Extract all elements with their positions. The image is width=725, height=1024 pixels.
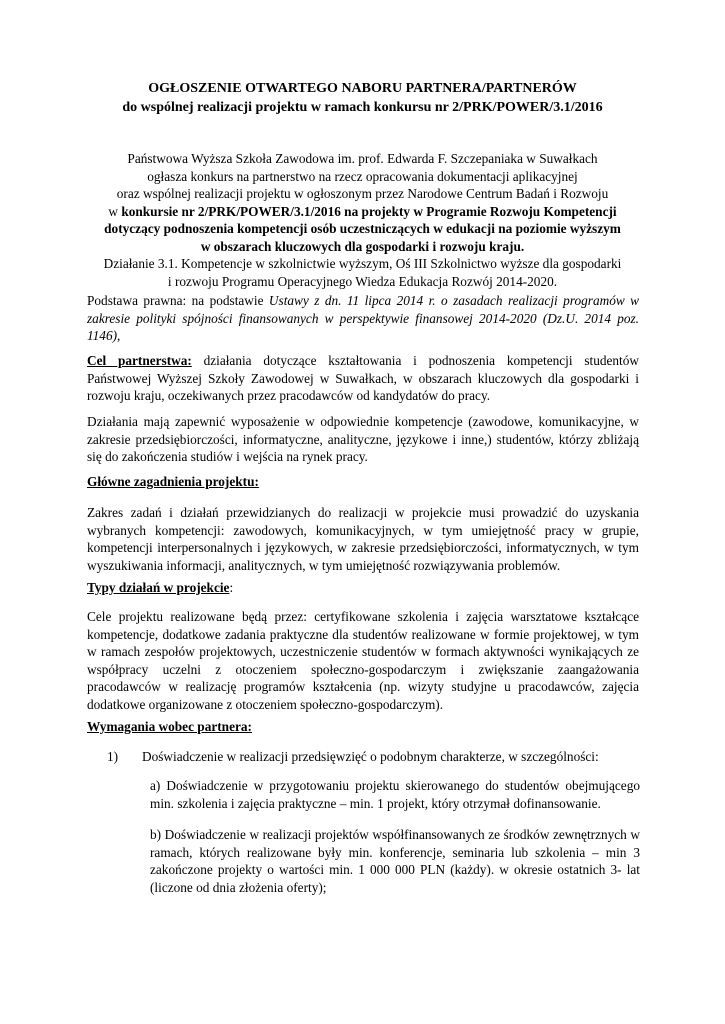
- intro-line-2: ogłasza konkurs na partnerstwo na rzecz opracowania dokumentacji aplikacyjnej: [147, 168, 578, 184]
- intro-line-6: w obszarach kluczowych dla gospodarki i rozwoju kraju.: [200, 238, 525, 254]
- intro-line-8: i rozwoju Programu Operacyjnego Wiedza Edukacja Rozwój 2014-2020.: [167, 273, 558, 289]
- intro-line-1: Państwowa Wyższa Szkoła Zawodowa im. prof. Edwarda F. Szczepaniaka w Suwałkach: [127, 151, 598, 166]
- intro-line-4: [60, 203, 665, 221]
- main-issues-heading: Główne zagadnienia projektu:: [87, 474, 259, 489]
- requirements-heading: Wymagania wobec partnera:: [87, 719, 252, 734]
- action-types-paragraph: Cele projektu realizowane będą przez: certyfikowane szkolenia i zajęcia warsztatowe kształcące kompetencje, dodatkowe zadania praktyczne dla studentów realizowane w formie projektowej, w tym w ramach zespołów projektowych, uczestniczenie studentów w formach aktywności wynikających ze współpracy uczelni z otoczeniem społeczno-gospodarczym i zwiększanie zaangażowania pracodawców w realizację programów kształcenia (np. wizyty studyjne u pracodawców, zajęcia dodatkowe organizowane z otoczeniem społeczno-gospodarczym).: [87, 609, 639, 712]
- intro-block: [60, 150, 665, 290]
- partnership-goal-text: działania dotyczące kształtowania i podnoszenia kompetencji studentów Państwowej Wyższej Szkoły Zawodowej w Suwałkach, w obszarach kluczowych dla gospodarki i rozwoju kraju, oczekiwanych przez pracodawców od kandydatów do pracy.: [87, 353, 639, 403]
- legal-basis-suffix: ,: [117, 328, 121, 343]
- legal-basis-paragraph: [87, 292, 639, 345]
- legal-basis-act: Ustawy z dn. 11 lipca 2014 r. o zasadach realizacji programów w zakresie polityki spójności finansowanych w perspektywie finansowej 2014-2020 (Dz.U. 2014 poz. 1146): [87, 293, 639, 343]
- requirement-1-sub-b: b) Doświadczenie w realizacji projektów współfinansowanych ze środków zewnętrznych w ramach, których realizowane były min. konferencje, seminaria lub szkolenia – min 3 zakończone projekty o wartości min. 1 000 000 PLN (każdy). w okresie ostatnich 3- lat (liczone od dnia złożenia oferty);: [150, 827, 640, 895]
- intro-line-4-bold: konkursie nr 2/PRK/POWER/3.1/2016 na projekty w Programie Rozwoju Kompetencji: [121, 203, 617, 219]
- requirement-1-text: Doświadczenie w realizacji przedsięwzięć o podobnym charakterze, w szczególności:: [142, 749, 599, 764]
- title-line-1: OGŁOSZENIE OTWARTEGO NABORU PARTNERA/PARTNERÓW: [148, 81, 577, 96]
- partnership-goal-label: Cel partnerstwa:: [87, 353, 192, 368]
- title-line-2: do wspólnej realizacji projektu w ramach konkursu nr 2/PRK/POWER/3.1/2016: [122, 100, 603, 115]
- legal-basis-prefix: Podstawa prawna: na podstawie: [87, 293, 269, 308]
- main-issues-paragraph: Zakres zadań i działań przewidzianych do realizacji w projekcie musi prowadzić do uzyskania wybranych kompetencji: zawodowych, komunikacyjnych, w tym umiejętność pracy w grupie, kompetencji interpersonalnych i językowych, w zakresie przedsiębiorczości, informatycznych, w tym wyszukiwania informacji, analitycznych, w tym umiejętność rozwiązywania problemów.: [87, 505, 639, 573]
- intro-line-4-plain: w: [108, 203, 122, 219]
- intro-line-5: dotyczący podnoszenia kompetencji osób uczestniczących w edukacji na poziomie wyższym: [104, 221, 621, 236]
- requirement-1-number: 1): [107, 749, 119, 764]
- intro-line-7: Działanie 3.1. Kompetencje w szkolnictwie wyższym, Oś III Szkolnictwo wyższe dla gospodarki: [103, 256, 622, 271]
- action-types-heading-text: Typy działań w projekcie: [87, 580, 230, 595]
- partnership-goal-paragraph: [87, 352, 639, 405]
- requirement-1-sub-a: a) Doświadczenie w przygotowaniu projektu skierowanego do studentów obejmującego min. szkolenia i zajęcia praktyczne – min. 1 projekt, który otrzymał dofinansowanie.: [150, 778, 640, 811]
- action-types-heading-colon: :: [229, 580, 234, 595]
- intro-line-3: oraz wspólnej realizacji projektu w ogłoszonym przez Narodowe Centrum Badań i Rozwoju: [116, 186, 609, 201]
- document-title: [60, 79, 665, 117]
- actions-paragraph: Działania mają zapewnić wyposażenie w odpowiednie kompetencje (zawodowe, komunikacyjne, w zakresie przedsiębiorczości, informatyczne, analityczne, językowe i inne,) studentów, którzy zbliżają się do zakończenia studiów i wejścia na rynek pracy.: [87, 414, 639, 464]
- action-types-heading: [87, 579, 639, 597]
